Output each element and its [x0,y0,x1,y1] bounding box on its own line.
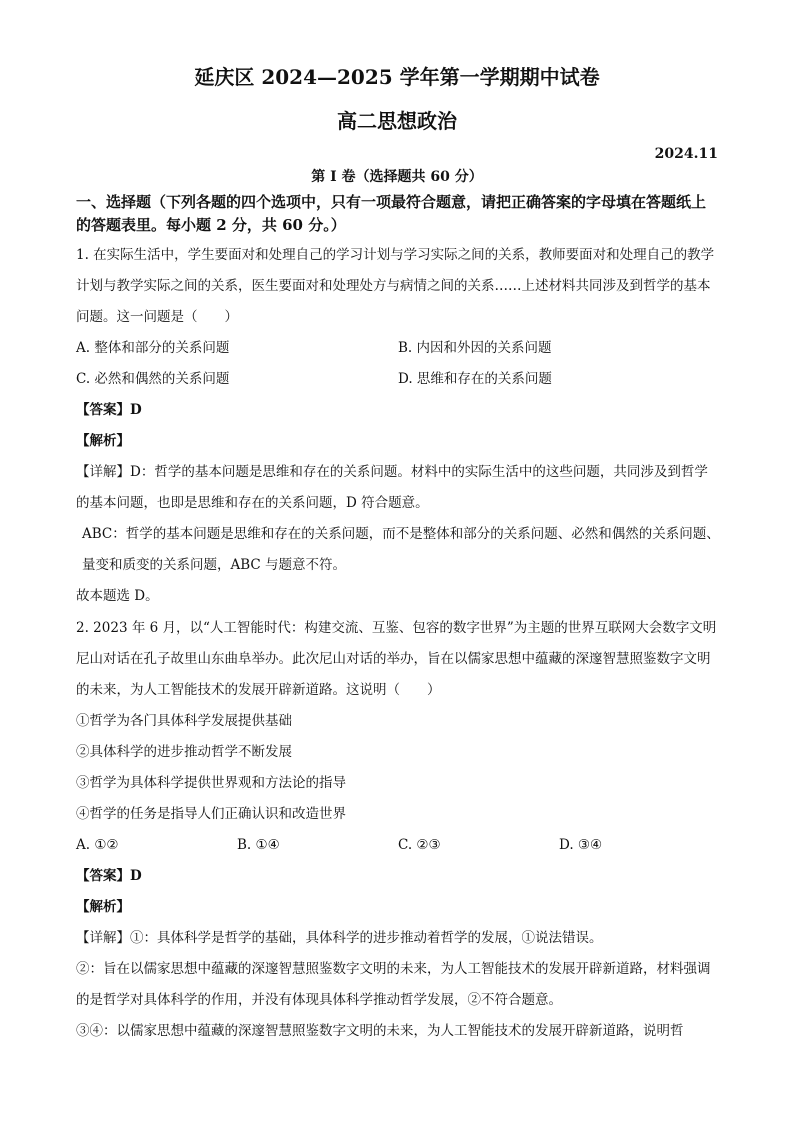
question-stem: 2. 2023 年 6 月，以“人工智能时代：构建交流、互鉴、包容的数字世界”为主题的世界互联网大会数字文明尼山对话在孔子故里山东曲阜举办。此次尼山对话的举办，旨在以儒家思想中蕴藏的深邃智慧照鉴数字文明的未来，为人工智能技术的发展开辟新道路。这说明（ ） [76,620,717,698]
detail-paragraph: ABC：哲学的基本问题是思维和存在的关系问题，而不是整体和部分的关系问题、必然和偶然的关系问题、量变和质变的关系问题，ABC 与题意不符。 [82,526,720,573]
subject-title: 高二思想政治 [337,109,457,133]
options-row [76,364,720,395]
analysis-label: 【解析】 [76,433,130,449]
part-heading: 第 I 卷（选择题共 60 分） [311,169,483,185]
conclusion: 故本题选 D。 [76,588,159,604]
options-row [76,830,720,861]
option-b: B. ①④ [237,837,280,853]
question-2 [76,613,720,1047]
option-a: A. ①② [76,837,119,853]
detail-paragraph: 【详解】D：哲学的基本问题是思维和存在的关系问题。材料中的实际生活中的这些问题，共同涉及到哲学的基本问题，也即是思维和存在的关系问题，D 符合题意。 [76,464,708,511]
options-row [76,333,720,364]
exam-title: 延庆区 2024—2025 学年第一学期期中试卷 [194,65,600,89]
exam-date: 2024.11 [654,146,718,162]
option-b: B. 内因和外因的关系问题 [398,340,552,356]
statement-4: ④哲学的任务是指导人们正确认识和改造世界 [76,806,346,822]
detail-paragraph: ③④：以儒家思想中蕴藏的深邃智慧照鉴数字文明的未来，为人工智能技术的发展开辟新道路，说明哲 [76,1023,684,1039]
analysis-label: 【解析】 [76,899,130,915]
option-c: C. ②③ [398,837,441,853]
statement-3: ③哲学为具体科学提供世界观和方法论的指导 [76,775,346,791]
answer-label: 【答案】D [76,402,142,418]
question-1 [76,240,720,612]
statement-2: ②具体科学的进步推动哲学不断发展 [76,744,292,760]
option-c: C. 必然和偶然的关系问题 [76,371,230,387]
statement-1: ①哲学为各门具体科学发展提供基础 [76,713,292,729]
detail-paragraph: ②：旨在以儒家思想中蕴藏的深邃智慧照鉴数字文明的未来，为人工智能技术的发展开辟新道路，材料强调的是哲学对具体科学的作用，并没有体现具体科学推动哲学发展，②不符合题意。 [76,961,711,1008]
option-d: D. ③④ [559,837,603,853]
option-a: A. 整体和部分的关系问题 [76,340,230,356]
question-stem: 1. 在实际生活中，学生要面对和处理自己的学习计划与学习实际之间的关系，教师要面对和处理自己的教学计划与教学实际之间的关系，医生要面对和处理处方与病情之间的关系……上述材料共同涉及到哲学的基本问题。这一问题是（ ） [76,247,715,325]
option-d: D. 思维和存在的关系问题 [398,371,552,387]
answer-label: 【答案】D [76,868,142,884]
section-instructions: 一、选择题（下列各题的四个选项中，只有一项最符合题意，请把正确答案的字母填在答题纸上的答题表里。每小题 2 分，共 60 分。） [76,193,707,234]
detail-paragraph: 【详解】①：具体科学是哲学的基础，具体科学的进步推动着哲学的发展，①说法错误。 [76,930,603,946]
